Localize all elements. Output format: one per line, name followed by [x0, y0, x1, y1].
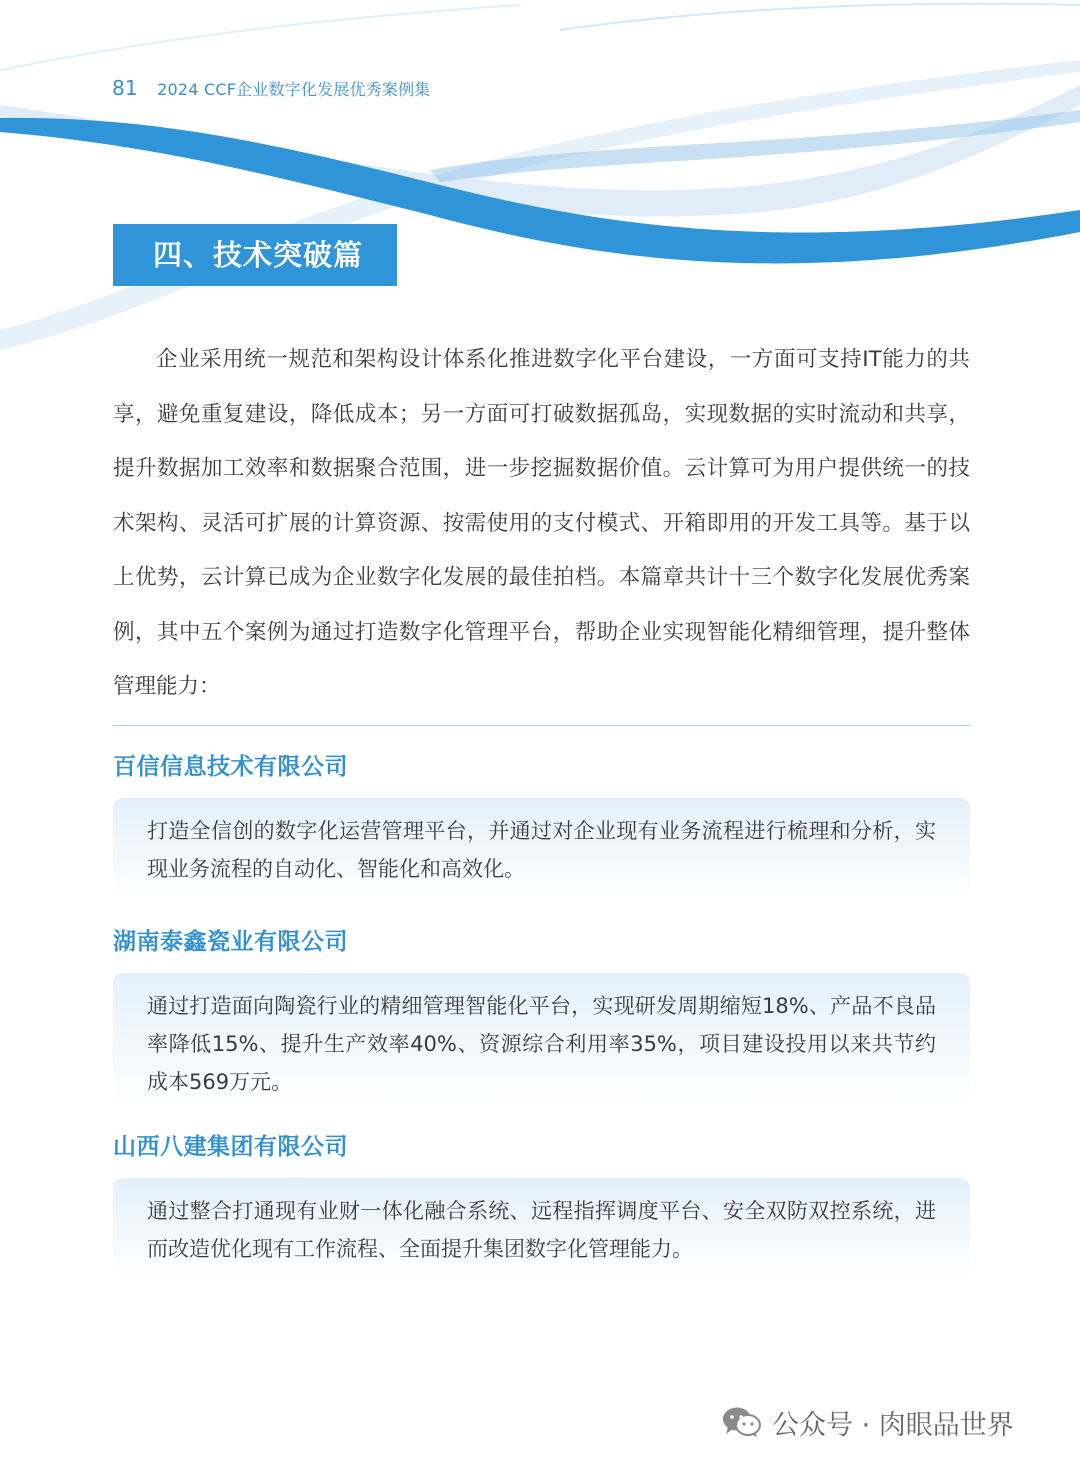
- footer-watermark: [722, 1400, 1014, 1444]
- case-card-2: [113, 973, 970, 1108]
- footer-label: 公众号 · 肉眼品世界: [772, 1409, 1014, 1441]
- case-company-1: 百信信息技术有限公司: [113, 754, 348, 780]
- header-wave-decoration: [0, 0, 1080, 380]
- case-card-3: [113, 1178, 970, 1278]
- section-title: 四、技术突破篇: [113, 224, 397, 286]
- case-card-1: [113, 798, 970, 898]
- case-company-2: 湖南泰鑫瓷业有限公司: [113, 929, 348, 955]
- case-company-3: 山西八建集团有限公司: [113, 1134, 348, 1160]
- intro-paragraph: 企业采用统一规范和架构设计体系化推进数字化平台建设，一方面可支持IT能力的共享，避免重复建设，降低成本；另一方面可打破数据孤岛，实现数据的实时流动和共享，提升数据加工效率和数据聚合范围，进一步挖掘数据价值。云计算可为用户提供统一的技术架构、灵活可扩展的计算资源、按需使用的支付模式、开箱即用的开发工具等。基于以上优势，云计算已成为企业数字化发展的最佳拍档。本篇章共计十三个数字化发展优秀案例，其中五个案例为通过打造数字化管理平台，帮助企业实现智能化精细管理，提升整体管理能力：: [113, 347, 970, 699]
- divider: [113, 725, 970, 726]
- page-number: 81: [112, 76, 138, 100]
- wechat-icon: [722, 1405, 762, 1439]
- case-description-2: 通过打造面向陶瓷行业的精细管理智能化平台，实现研发周期缩短18%、产品不良品率降低15%、提升生产效率40%、资源综合利用率35%，项目建设投用以来共节约成本569万元。: [147, 994, 936, 1094]
- publication-title: 2024 CCF企业数字化发展优秀案例集: [157, 80, 431, 99]
- case-description-3: 通过整合打通现有业财一体化融合系统、远程指挥调度平台、安全双防双控系统，进而改造优化现有工作流程、全面提升集团数字化管理能力。: [147, 1199, 936, 1261]
- running-header: [112, 76, 431, 100]
- case-description-1: 打造全信创的数字化运营管理平台，并通过对企业现有业务流程进行梳理和分析，实现业务流程的自动化、智能化和高效化。: [147, 819, 936, 881]
